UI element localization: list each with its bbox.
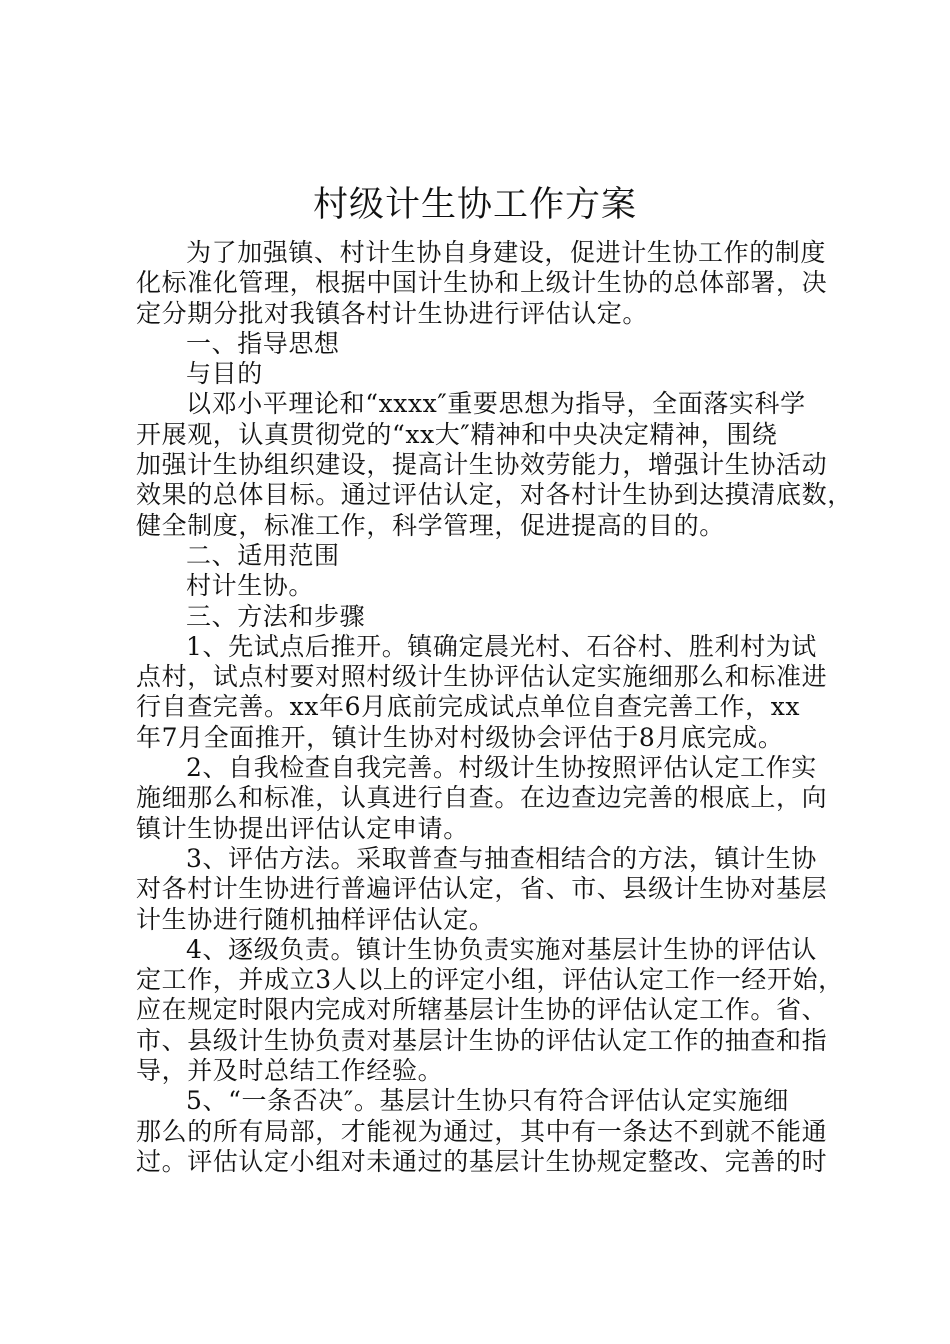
text-line: 健全制度，标准工作，科学管理，促进提高的目的。 <box>136 510 725 540</box>
document-body <box>136 238 853 1177</box>
text-line: 2、自我检查自我完善。村级计生协按照评估认定工作实 <box>186 753 817 783</box>
text-line: 那么的所有局部，才能视为通过，其中有一条达不到就不能通 <box>136 1116 828 1146</box>
text-line: 应在规定时限内完成对所辖基层计生协的评估认定工作。省、 <box>136 995 828 1025</box>
text-line: 效果的总体目标。通过评估认定，对各村计生协到达摸清底数， <box>136 480 853 510</box>
text-line: 化标准化管理，根据中国计生协和上级计生协的总体部署，决 <box>136 268 828 298</box>
text-line: 施细那么和标准，认真进行自查。在边查边完善的根底上，向 <box>136 783 828 813</box>
text-line: 定工作，并成立3人以上的评定小组，评估认定工作一经开始， <box>136 965 844 995</box>
text-line: 行自查完善。xx年6月底前完成试点单位自查完善工作，xx <box>136 692 801 722</box>
text-line: 年7月全面推开，镇计生协对村级协会评估于8月底完成。 <box>136 722 784 752</box>
text-line: 点村，试点村要对照村级计生协评估认定实施细那么和标准进 <box>136 662 828 692</box>
text-line: 市、县级计生协负责对基层计生协的评估认定工作的抽查和指 <box>136 1025 828 1055</box>
text-line: 一、指导思想 <box>186 328 340 358</box>
text-line: 对各村计生协进行普遍评估认定，省、市、县级计生协对基层 <box>136 874 828 904</box>
text-line: 过。评估认定小组对未通过的基层计生协规定整改、完善的时 <box>136 1146 828 1176</box>
text-line: 5、“一条否决″。基层计生协只有符合评估认定实施细 <box>186 1086 790 1116</box>
text-line: 4、逐级负责。镇计生协负责实施对基层计生协的评估认 <box>186 934 817 964</box>
text-line: 3、评估方法。采取普查与抽查相结合的方法，镇计生协 <box>186 843 817 873</box>
text-line: 三、方法和步骤 <box>186 601 366 631</box>
text-line: 1、先试点后推开。镇确定晨光村、石谷村、胜利村为试 <box>186 631 817 661</box>
text-line: 与目的 <box>186 359 263 389</box>
text-line: 二、适用范围 <box>186 540 340 570</box>
text-line: 镇计生协提出评估认定申请。 <box>136 813 469 843</box>
text-line: 计生协进行随机抽样评估认定。 <box>136 904 495 934</box>
text-line: 定分期分批对我镇各村计生协进行评估认定。 <box>136 298 649 328</box>
text-line: 为了加强镇、村计生协自身建设，促进计生协工作的制度 <box>186 238 827 267</box>
text-line: 加强计生协组织建设，提高计生协效劳能力，增强计生协活动 <box>136 450 828 480</box>
text-line: 开展观，认真贯彻党的“xx大″精神和中央决定精神，围绕 <box>136 419 778 449</box>
text-line: 以邓小平理论和“xxxx″重要思想为指导，全面落实科学 <box>186 389 806 419</box>
text-line: 导，并及时总结工作经验。 <box>136 1056 444 1086</box>
text-line: 村计生协。 <box>186 571 315 601</box>
document-title: 村级计生协工作方案 <box>312 185 637 225</box>
